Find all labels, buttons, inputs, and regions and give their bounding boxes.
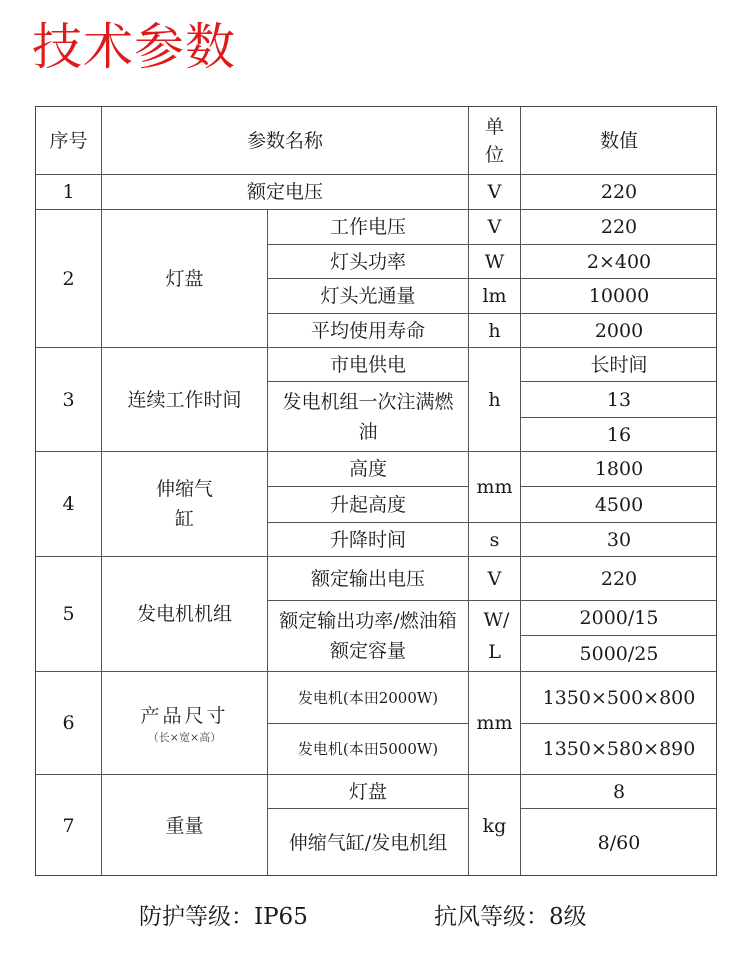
row2-item1-unit: V [468, 209, 520, 244]
row1-index: 1 [35, 174, 101, 209]
row4-unit-shared: mm [468, 451, 520, 522]
row6-group: 产品尺寸 [140, 705, 229, 727]
row5-item2-unit-text: W/L [483, 609, 510, 663]
row7-item1-name: 灯盘 [267, 774, 468, 808]
row6-index: 6 [35, 671, 101, 774]
row3-unit: h [468, 347, 520, 451]
row4-item3-name: 升降时间 [267, 522, 468, 556]
row1-value: 220 [520, 174, 717, 209]
row4-item3-value: 30 [520, 522, 717, 556]
row4-item2-name: 升起高度 [267, 486, 468, 522]
header-value: 数值 [520, 106, 717, 174]
row7-unit: kg [468, 774, 520, 876]
row3-index: 3 [35, 347, 101, 451]
row2-group: 灯盘 [101, 209, 267, 347]
header-unit: 单位 [468, 106, 520, 174]
row4-item1-value: 1800 [520, 451, 717, 486]
footer-protection: 防护等级：IP65 [139, 904, 308, 930]
row3-group: 连续工作时间 [101, 347, 267, 451]
row5-item1-unit: V [468, 556, 520, 600]
row3-item2-value-a: 13 [520, 381, 717, 417]
row1-name: 额定电压 [101, 174, 468, 209]
row6-group-cell [101, 671, 267, 774]
footer-wind: 抗风等级：8级 [434, 904, 587, 930]
row2-item3-unit: lm [468, 278, 520, 313]
row2-index: 2 [35, 209, 101, 347]
row7-item2-value: 8/60 [520, 808, 717, 876]
row5-index: 5 [35, 556, 101, 671]
row2-item2-name: 灯头功率 [267, 244, 468, 278]
row6-unit: mm [468, 671, 520, 774]
row2-item2-unit: W [468, 244, 520, 278]
row3-item2-name: 发电机组一次注满燃油 [267, 381, 468, 451]
row2-item1-name: 工作电压 [267, 209, 468, 244]
page-title: 技术参数 [32, 18, 236, 76]
spec-table [35, 106, 717, 876]
row2-item3-name: 灯头光通量 [267, 278, 468, 313]
row3-item1-value: 长时间 [520, 347, 717, 381]
row5-item2-value-b: 5000/25 [520, 635, 717, 671]
row2-item3-value: 10000 [520, 278, 717, 313]
row7-index: 7 [35, 774, 101, 876]
header-name: 参数名称 [101, 106, 468, 174]
row4-item3-unit: s [468, 522, 520, 556]
row7-group: 重量 [101, 774, 267, 876]
row6-item1-value: 1350×500×800 [520, 671, 717, 723]
row2-item1-value: 220 [520, 209, 717, 244]
row5-item2-name: 额定输出功率/燃油箱额定容量 [267, 600, 468, 671]
header-index: 序号 [35, 106, 101, 174]
row5-item1-value: 220 [520, 556, 717, 600]
row4-item1-name: 高度 [267, 451, 468, 486]
row6-group-note: （长×宽×高） [147, 731, 222, 744]
row7-item2-name: 伸缩气缸/发电机组 [267, 808, 468, 876]
row3-item2-value-b: 16 [520, 417, 717, 451]
row5-item2-value-a: 2000/15 [520, 600, 717, 635]
row2-item4-unit: h [468, 313, 520, 347]
row6-item2-value: 1350×580×890 [520, 723, 717, 774]
row1-unit: V [468, 174, 520, 209]
row7-item1-value: 8 [520, 774, 717, 808]
row2-item4-name: 平均使用寿命 [267, 313, 468, 347]
row5-item1-name: 额定输出电压 [267, 556, 468, 600]
row4-item2-value: 4500 [520, 486, 717, 522]
row2-item4-value: 2000 [520, 313, 717, 347]
row6-item2-name: 发电机(本田5000W) [267, 723, 468, 774]
row5-item2-unit [468, 600, 520, 671]
row4-index: 4 [35, 451, 101, 556]
row4-group: 伸缩气缸 [101, 451, 267, 556]
row2-item2-value: 2×400 [520, 244, 717, 278]
row5-group: 发电机机组 [101, 556, 267, 671]
row6-item1-name: 发电机(本田2000W) [267, 671, 468, 723]
row3-item1-name: 市电供电 [267, 347, 468, 381]
